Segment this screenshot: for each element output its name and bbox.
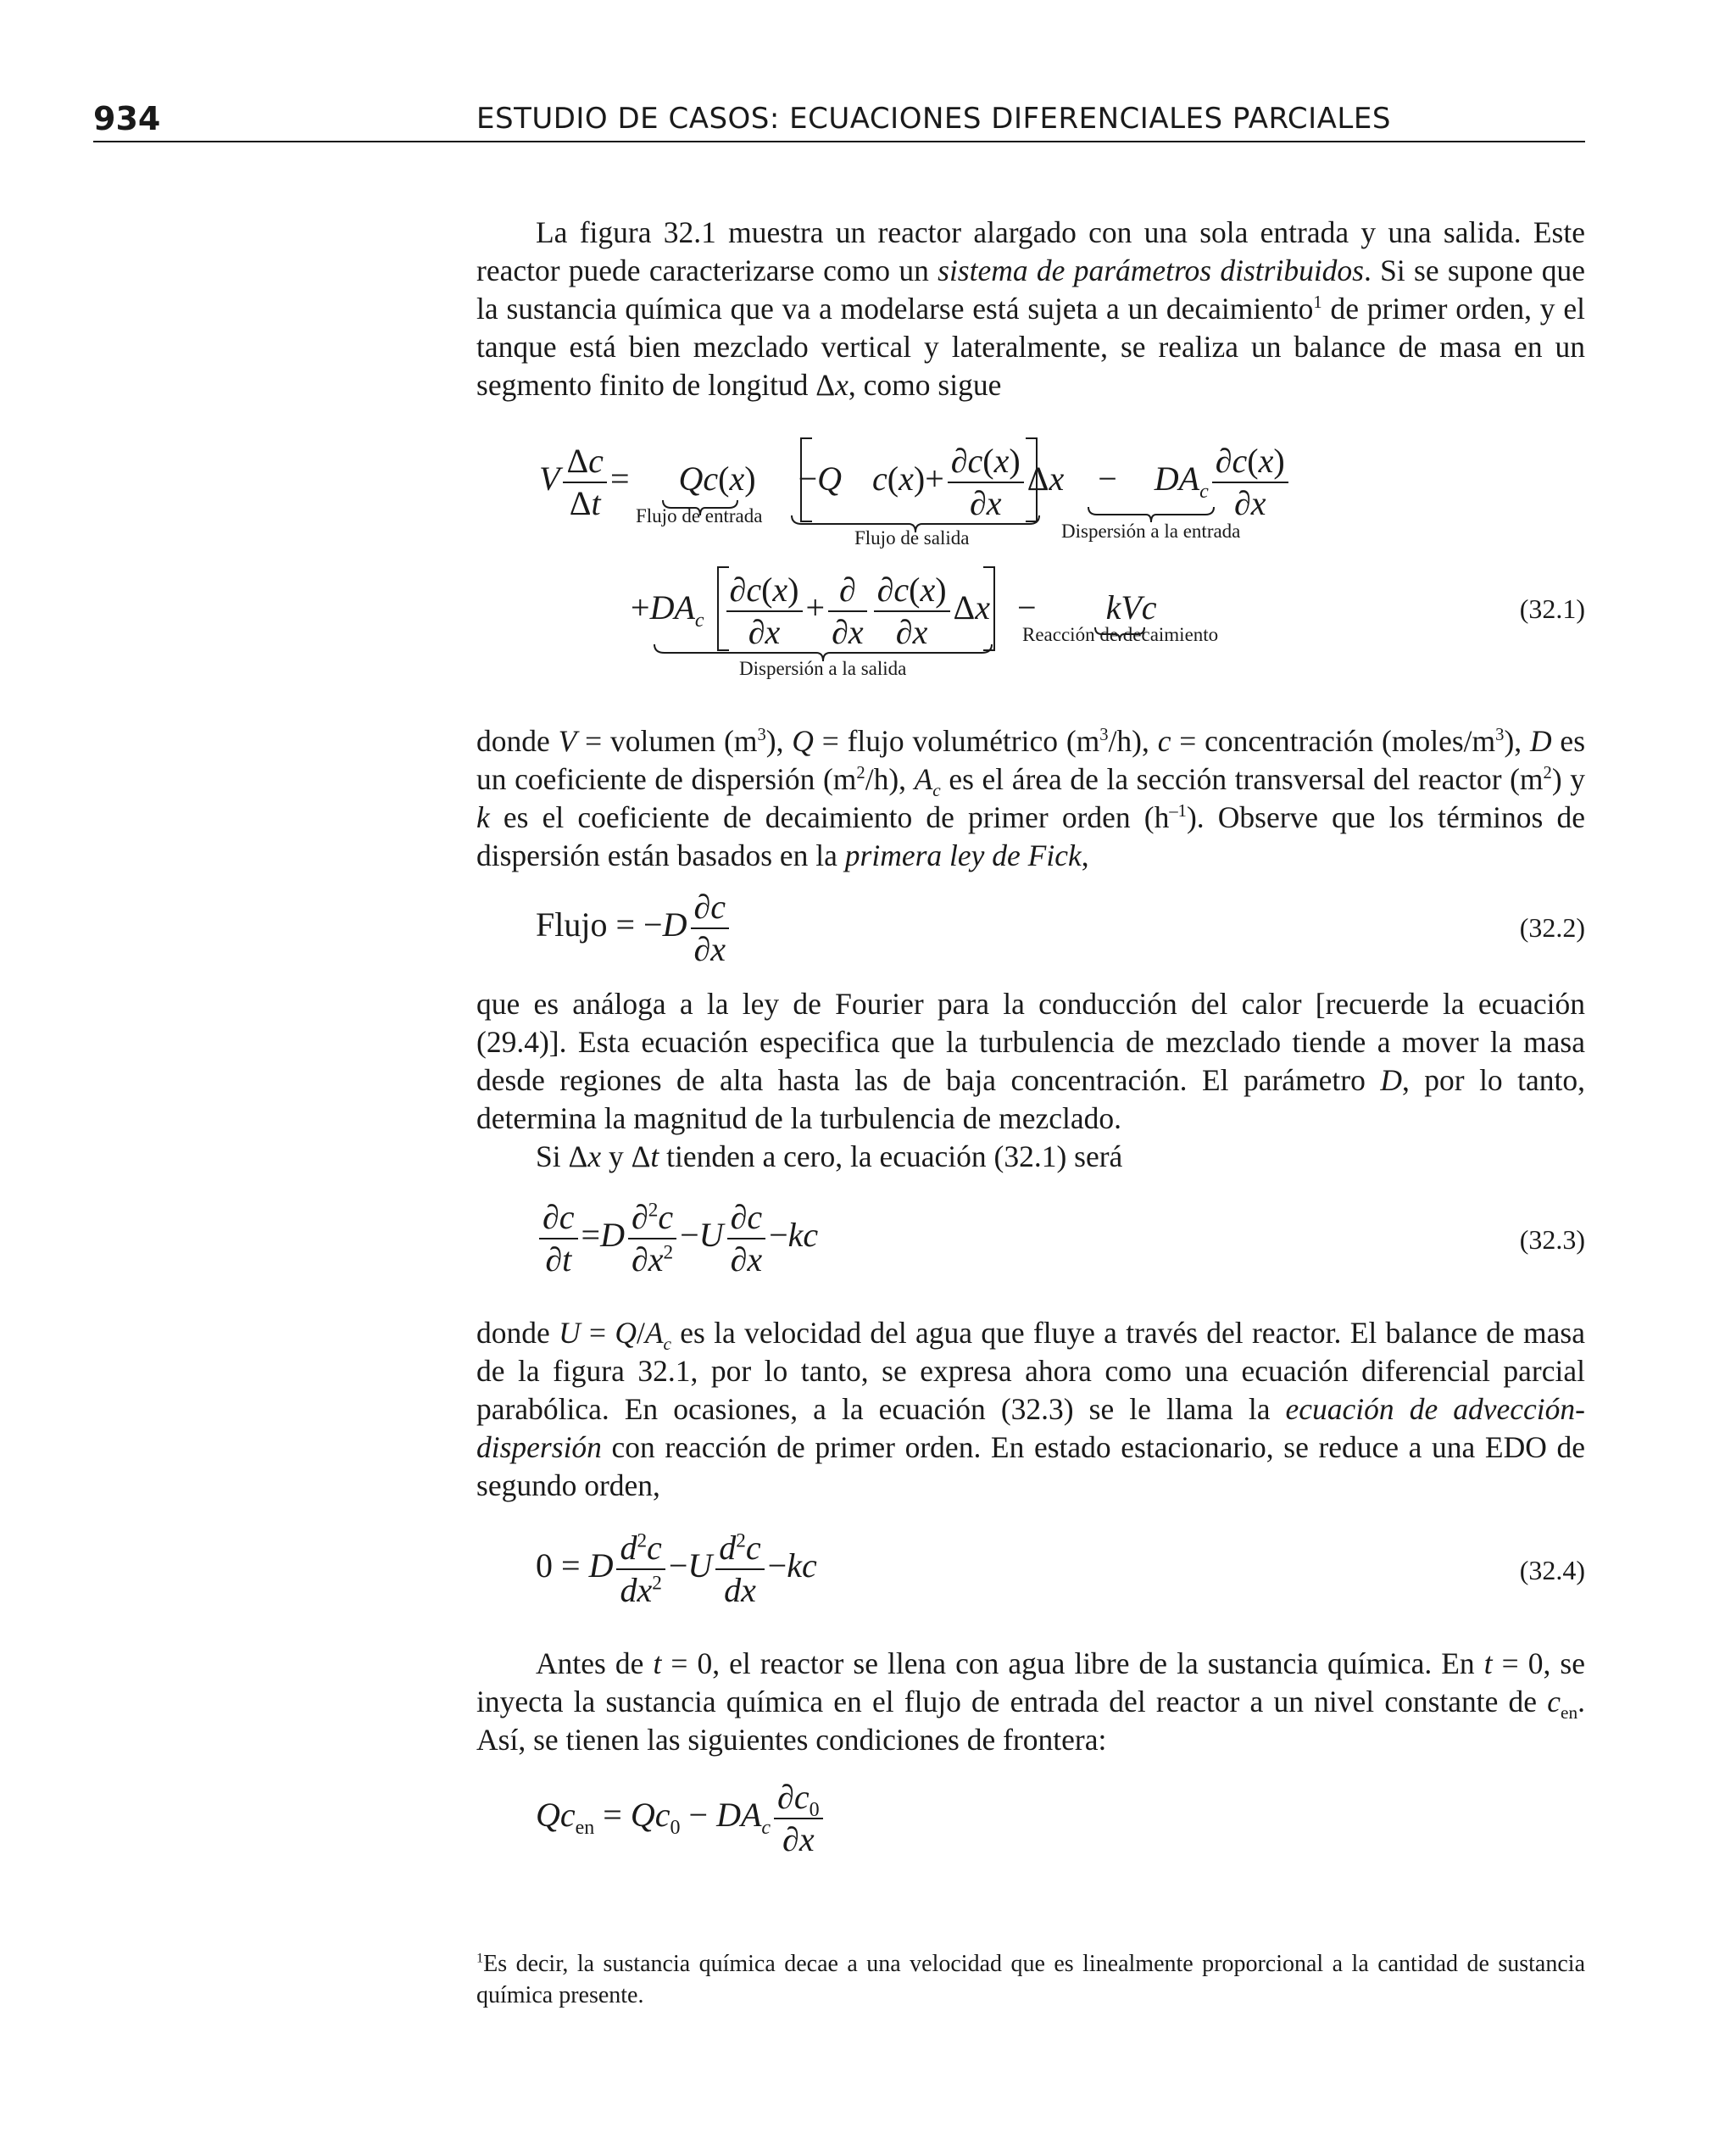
equation-number: (32.2) [1519, 912, 1585, 943]
emphasis-term: sistema de parámetros distribuidos [938, 253, 1364, 287]
equation-32-3: $\frac{\partial c}{\partial t}$ =D $\frac{\partial^2c}{\partial x^2}$ −U $\frac{\partial c}{\partial x}$ −kc [536, 1197, 818, 1280]
footnote-text: Es decir, la sustancia química decae a una velocidad que es linealmente proporcional a la cantidad de sustancia química presente. [476, 1951, 1585, 2008]
equation-32-2: Flujo = −D $\frac{\partial c}{\partial x}$ [536, 887, 732, 970]
bracket-left [717, 566, 729, 651]
paragraph-variables: donde V = volumen $(m^3)$, Q = flujo volumétrico $(m^3/h)$, c = concentración $(moles/m^3)$, D es un coeficiente de dispersión $(m^2/h)$, $A_c$ es el área de la sección transversal del reactor $(m^2)$ y k es el coeficiente de decaimiento de primer orden $(h^{-1})$. Observe que los términos de dispersión están basados en la primera ley de Fick, [476, 724, 1586, 872]
flujo-word: Flujo [536, 905, 608, 944]
text-run: , como sigue [848, 368, 1002, 402]
equation-32-1-line2: $+DA_c$ $\frac{\partial c(x)}{\partial x}$ + $\frac{\partial}{\partial x}$ $\frac{\partial c(x)}{\partial x}$ Δx − kVc [631, 571, 1157, 651]
equation-32-4: 0 = D $\frac{d^2c}{dx^2}$ −U $\frac{d^2c}{dx}$ −kc [536, 1529, 817, 1609]
label-reaccion: Reacción de decaimiento [1022, 624, 1219, 645]
label-flujo-entrada: Flujo de entrada [636, 505, 763, 526]
equation-32-1-line1: V $\frac{\Delta c}{\Delta t}$ = Qc(x) −Q c(x)+ $\frac{\partial c(x)}{\partial x}$ $\Delta x - DA_c$ $\frac{\partial c(x)}{\partial x}$ [539, 441, 1292, 524]
footnote-ref: 1 [1313, 293, 1322, 313]
paragraph-advection: donde $U = Q/A_c$ es la velocidad del agua que fluye a través del reactor. El balance de masa de la figura 32.1, por lo tanto, se expresa ahora como una ecuación diferencial parcial parabólica. En ocasiones, a la ecuación (32.3) se le llama la ecuación de advección-dispersión con reacción de primer orden. En estado estacionario, se reduce a una EDO de segundo orden, [476, 1316, 1585, 1502]
footnote [476, 1948, 1585, 2011]
running-header [93, 95, 1585, 142]
paragraph-fourier: que es análoga a la ley de Fourier para la conducción del calor [recuerde la ecuación (29.4)]. Esta ecuación especifica que la turbulencia de mezclado tiende a mover la masa desde regiones de alta hasta las de baja concentración. El parámetro D, por lo tanto, determina la magnitud de la turbulencia de mezclado. Si Δx y Δt tienden a cero, la ecuación (32.1) será [476, 987, 1586, 1173]
label-flujo-salida: Flujo de salida [854, 527, 970, 549]
equation-number: (32.1) [1519, 593, 1585, 624]
text-run: de primer orden, y el tanque está bien mezclado vertical y lateralmente, se realiza un balance de masa en un segmento finito de longitud Δ [476, 292, 1585, 402]
footnote-mark: 1 [476, 1950, 484, 1966]
bracket-right [1026, 437, 1038, 522]
label-dispersion-entrada: Dispersión a la entrada [1061, 521, 1241, 542]
text-run: . Si se supone que la sustancia química que va a modelarse está sujeta a un decaimiento [476, 253, 1585, 326]
paragraph-intro [476, 214, 1585, 404]
label-dispersion-salida: Dispersión a la salida [739, 658, 907, 679]
bracket-right [983, 566, 995, 651]
equation-number: (32.3) [1519, 1224, 1585, 1255]
variable: x [835, 368, 849, 402]
equation-number: (32.4) [1519, 1555, 1585, 1585]
paragraph-boundary: Antes de t = 0, el reactor se llena con agua libre de la sustancia química. En t = 0, se inyecta la sustancia química en el flujo de entrada del reactor a un nivel constante de $c_{en}$. Así, se tienen las siguientes condiciones de frontera: [476, 1646, 1586, 1757]
equation-boundary: $Qc_{en} = Qc_0 - DA_c$ $\frac{\partial c_0}{\partial x}$ [536, 1777, 826, 1860]
text-run: La figura 32.1 muestra un reactor alargado con una sola entrada y una salida. Este reactor puede caracterizarse como un [476, 215, 1585, 287]
running-head-title: ESTUDIO DE CASOS: ECUACIONES DIFERENCIALES PARCIALES [476, 102, 1391, 136]
bracket-left [800, 437, 812, 522]
page-number: 934 [93, 100, 161, 137]
